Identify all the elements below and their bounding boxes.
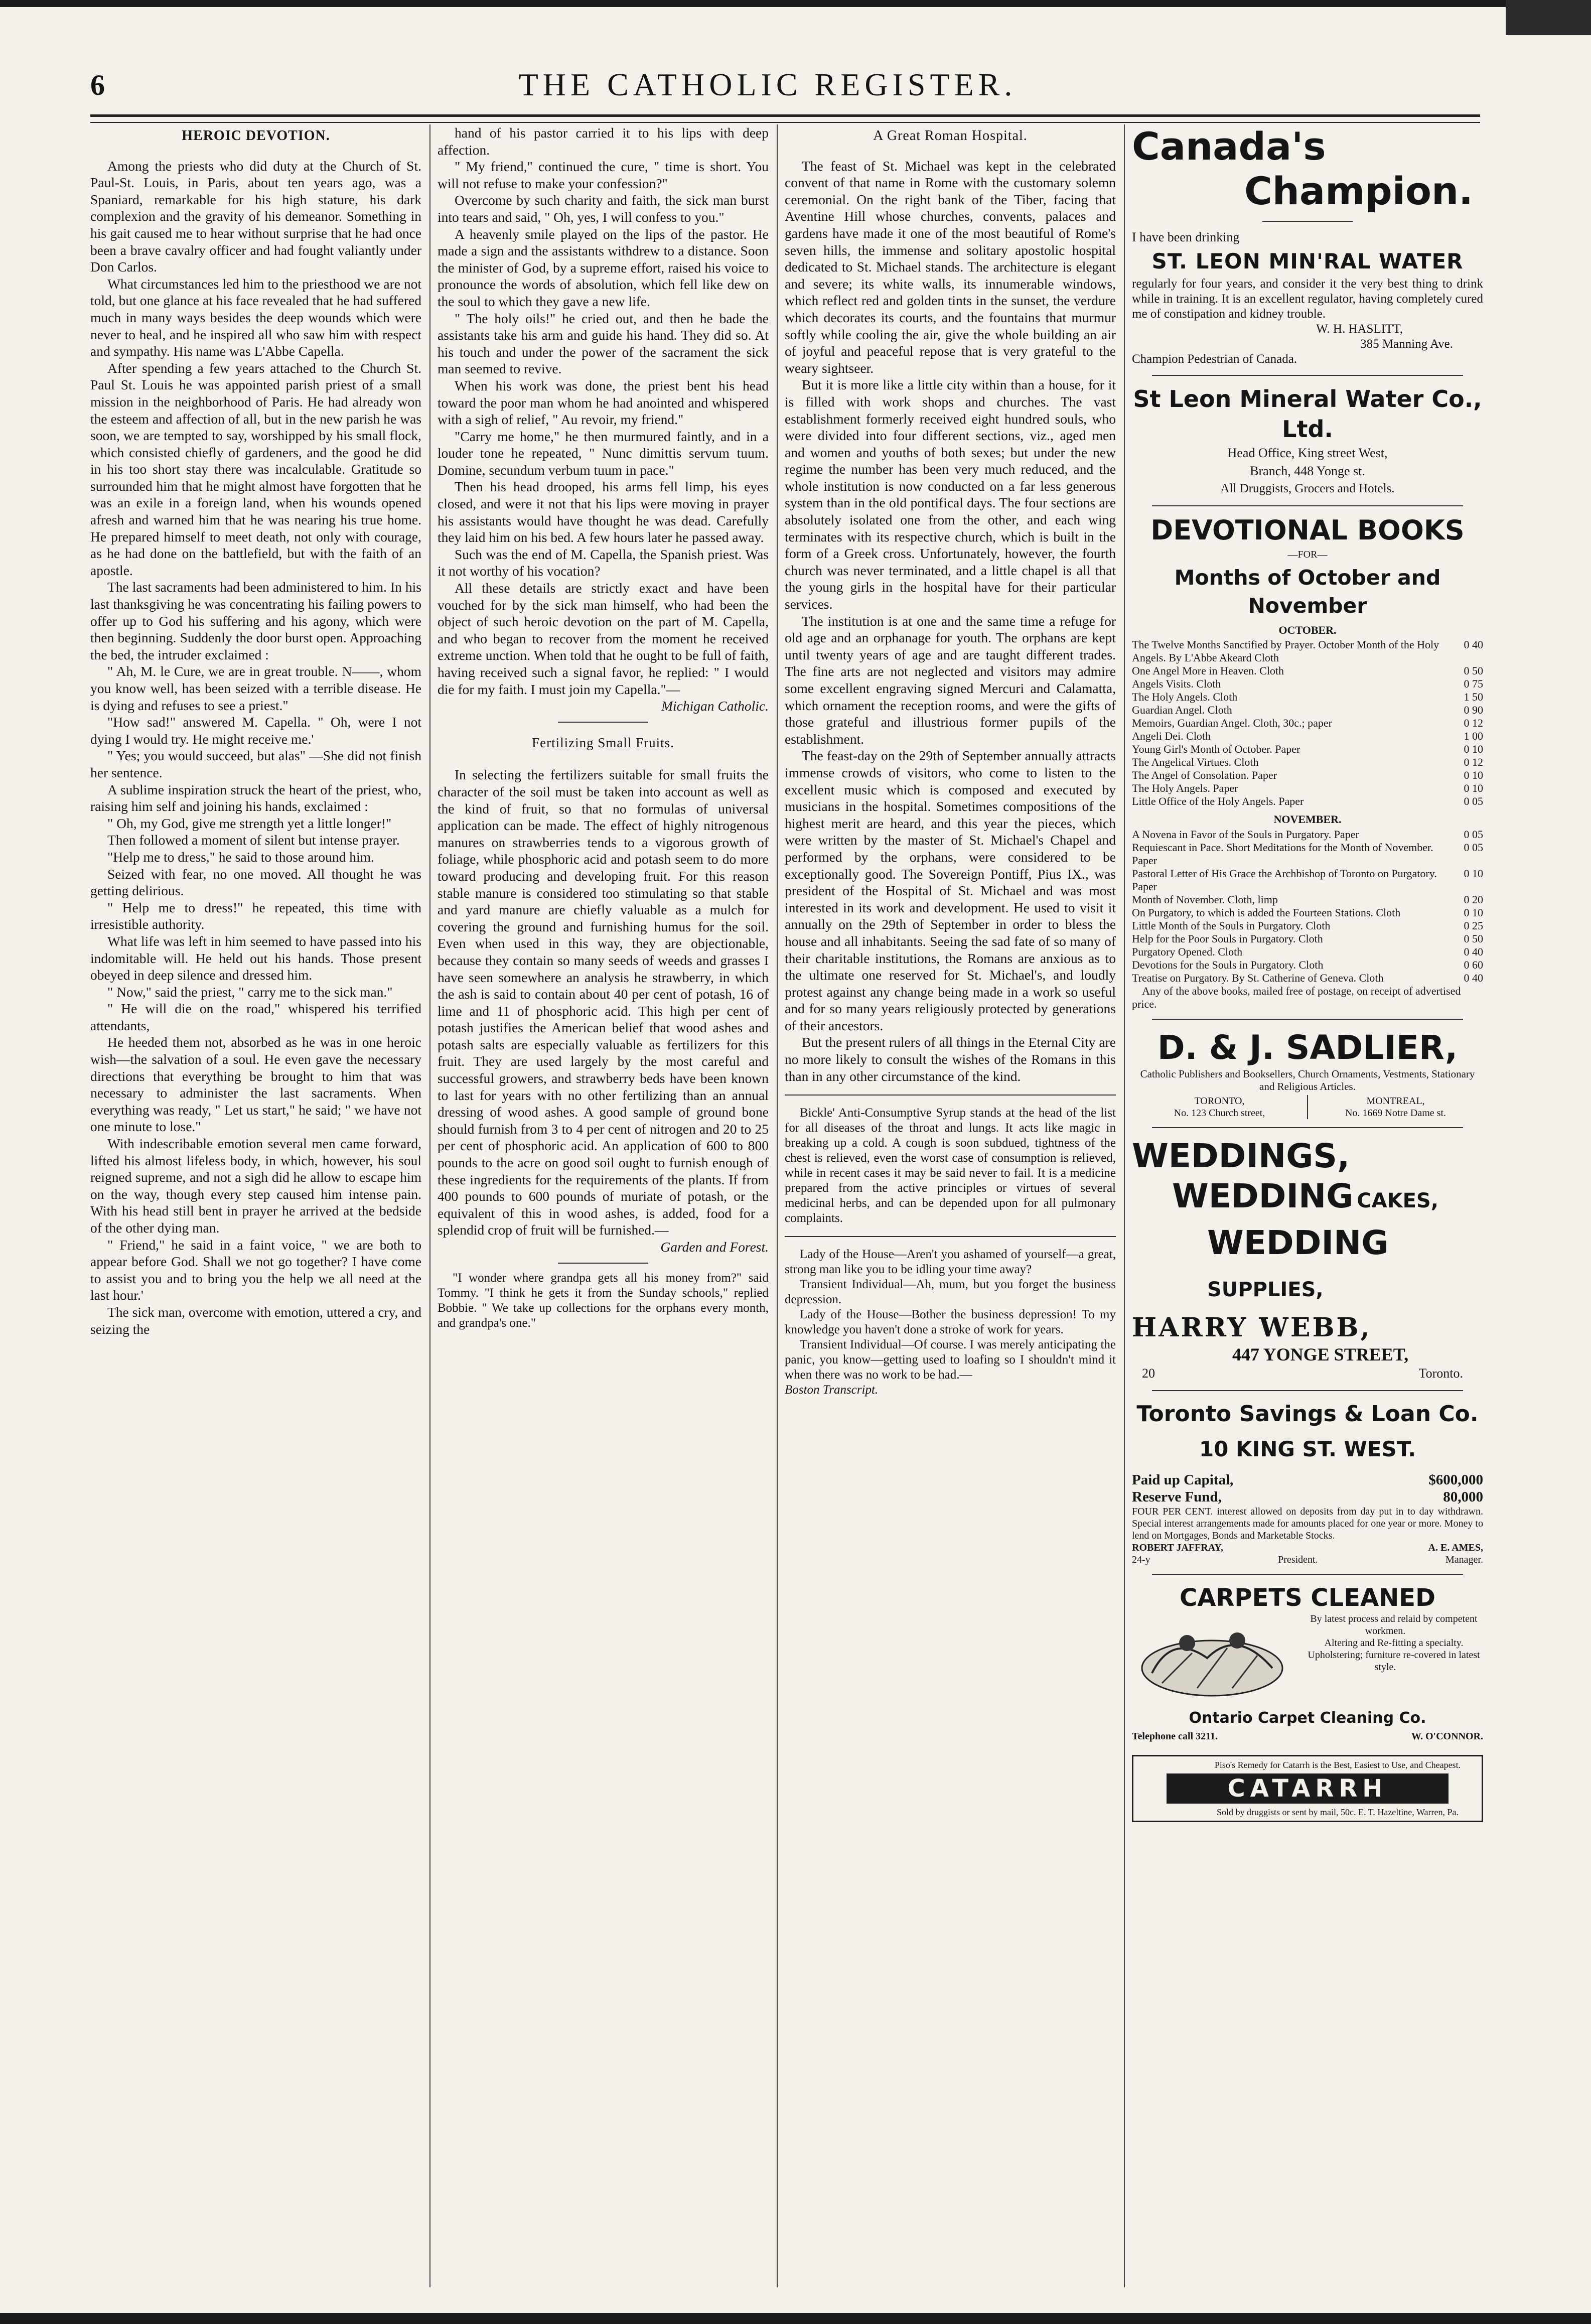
book-price: 0 40 <box>1464 945 1483 958</box>
ad-code: 24-y <box>1132 1554 1150 1565</box>
ad-value: 80,000 <box>1443 1488 1483 1505</box>
book-price: 1 00 <box>1464 730 1483 743</box>
article-source: Michigan Catholic. <box>661 698 769 714</box>
ad-city: MONTREAL, <box>1366 1095 1425 1107</box>
article-paragraph: Such was the end of M. Capella, the Spanish priest. Was it not worthy of his vocation? <box>438 546 769 579</box>
ad-headline: WEDDING <box>1172 1176 1354 1215</box>
article-heading: A Great Roman Hospital. <box>873 128 1028 144</box>
ad-text: Sold by druggists or sent by mail, 50c. E. T. Hazeltine, Warren, Pa. <box>1217 1807 1459 1818</box>
article-heading: Fertilizing Small Fruits. <box>532 735 674 750</box>
ad-person: ROBERT JAFFRAY, <box>1132 1542 1223 1553</box>
page-header <box>70 55 1465 108</box>
book-list-october <box>1132 638 1483 808</box>
book-price: 0 10 <box>1464 743 1483 756</box>
book-title: Help for the Poor Souls in Purgatory. Cloth <box>1132 932 1323 945</box>
ad-headline: CARPETS CLEANED <box>1180 1583 1435 1612</box>
article-paragraph: The feast of St. Michael was kept in the celebrated convent of that name in Rome with the customary solemn ceremonial. On the right bank of the Tiber, facing that Aventine Hill whose churches, convents, palaces and gardens have made it one of the most beautiful of Rome's seven hills, the immense and solitary apostolic hospital dedicated to St. Michael stands. The architecture is elegant and severe; its white walls, its innumerable windows, which reflect red and golden tints in the sunset, the verdure which decorates its courts, and the fountains that murmur softly while cooling the air, give the whole building an air of joyful and peaceful repose that is very grateful to the weary sightseer. <box>785 158 1116 376</box>
ad-role: Manager. <box>1445 1554 1483 1565</box>
ad-signature: W. H. HASLITT, <box>1316 322 1403 336</box>
book-price: 0 75 <box>1464 677 1483 691</box>
ad-address: No. 123 Church street, <box>1174 1107 1265 1119</box>
article-body <box>90 158 421 1338</box>
article-paragraph: " Help me to dress!" he repeated, this time with irresistible authority. <box>90 899 421 932</box>
column-2 <box>438 124 769 2292</box>
article-paragraph: " Friend," he said in a faint voice, " we are both to appear before God. Shall we not go together? I have come to assist you and to bring you the help we all need at the last hour.' <box>90 1237 421 1303</box>
book-entry <box>1132 677 1483 691</box>
article-paragraph: All these details are strictly exact and have been vouched for by the sick man himself, who had been the object of such heroic devotion on the part of M. Capella, and who began to recover from the moment he received extreme unction. When told that he ought to be full of faith, having received such a signal favor, he replied: " I would die for my faith. I must join my Capella."— <box>438 580 769 697</box>
ad-text: Head Office, King street West, <box>1227 446 1388 461</box>
page-number: 6 <box>90 69 105 101</box>
ad-headline: D. & J. SADLIER, <box>1157 1028 1458 1067</box>
article-paragraph: Then his head drooped, his arms fell limp, his eyes closed, and were it not that his lips were moving in prayer his assistants would have thought he was dead. Carefully they laid him on his bed. A few hours later he passed away. <box>438 479 769 545</box>
book-price: 0 10 <box>1464 867 1483 880</box>
article-heading: HEROIC DEVOTION. <box>182 128 330 144</box>
article-body <box>438 124 769 698</box>
ad-toronto-savings <box>1132 1399 1483 1566</box>
newspaper-title: THE CATHOLIC REGISTER. <box>518 67 1017 102</box>
article-paragraph: " Ah, M. le Cure, we are in great trouble. N——, whom you know well, has been seized with a terrible disease. He is dying and refuses to see a priest." <box>90 663 421 713</box>
ad-role: President. <box>1278 1554 1318 1565</box>
article-paragraph: " Yes; you would succeed, but alas" —She did not finish her sentence. <box>90 748 421 780</box>
book-entry <box>1132 828 1483 841</box>
ad-note: Any of the above books, mailed free of postage, on receipt of advertised price. <box>1132 984 1461 1010</box>
ad-product: ST. LEON MIN'RAL WATER <box>1151 248 1464 274</box>
book-title: One Angel More in Heaven. Cloth <box>1132 664 1284 677</box>
ad-text-block <box>1287 1613 1483 1708</box>
ad-value: $600,000 <box>1428 1471 1483 1488</box>
book-price: 0 40 <box>1464 638 1483 651</box>
ad-line: By latest process and relaid by competent workmen. <box>1310 1613 1478 1636</box>
book-title: On Purgatory, to which is added the Fourteen Stations. Cloth <box>1132 906 1401 919</box>
book-price: 0 50 <box>1464 664 1483 677</box>
book-entry <box>1132 867 1483 893</box>
ad-city: TORONTO, <box>1194 1095 1245 1107</box>
ad-person: A. E. AMES, <box>1428 1542 1483 1553</box>
ad-city: Toronto. <box>1418 1365 1463 1381</box>
article-paragraph: In selecting the fertilizers suitable for small fruits the character of the soil must be taken into account as well as the kind of fruit, so that no formulas of universal application can be made. The effect of highly nitrogenous manures on strawberries tends to a vigorous growth of foliage, while phosphoric acid and potash seem to do more toward producing and developing fruit. For this reason stable manure is considered too stimulating so that stable and yard manure are chiefly valuable as a mulch for covering the ground and furnishing humus for the soil. Even when used in this way, they are objectionable, because they contain so many seeds of weeds and grasses I have seen somewhere an analysis he strawberry, in which the ash is said to contain about 40 per cent of potash, 16 of lime and 11 of phosphoric acid. This high per cent of potash justifies the American belief that wood ashes and potash salts are especially valuable as fertilizers for this fruit. They are used largely by the most careful and successful growers, and strawberry beds have been known to last for years with no other fertilizing than an annual dressing of wood ashes. A good sample of ground bone should furnish from 3 to 4 per cent of nitrogen and 20 to 25 per cent of phosphoric acid. An application of 600 to 800 pounds to the acre on good soil ought to furnish enough of these ingredients for the requirements of the plants. If from 400 pounds to 600 pounds of muriate of potash, or the equivalent of this in wood ashes, is added, food for a splendid crop of fruit will be furnished.— <box>438 767 769 1238</box>
book-price: 0 50 <box>1464 932 1483 945</box>
article-source: Garden and Forest. <box>660 1239 769 1255</box>
article-paragraph: " Now," said the priest, " carry me to the sick man." <box>107 984 393 1000</box>
book-title: The Angel of Consolation. Paper <box>1132 769 1277 782</box>
ad-line: Altering and Re-fitting a specialty. <box>1324 1637 1464 1649</box>
ad-label: Reserve Fund, <box>1132 1488 1222 1505</box>
article-paragraph: But the present rulers of all things in the Eternal City are no more likely to consult the wishes of the Romans in this than in any other circumstance of the kind. <box>785 1034 1116 1084</box>
dialogue-line: Lady of the House—Aren't you ashamed of yourself—a great, strong man like you to be idling your time away? <box>785 1248 1116 1277</box>
book-title: Young Girl's Month of October. Paper <box>1132 743 1300 756</box>
article-paragraph: What circumstances led him to the priesthood we are not told, but one glance at his face revealed that he had suffered much in many ways besides the deep wounds which were never to heal, and he inspired all who saw him with respect and sympathy. His name was L'Abbe Capella. <box>90 276 421 359</box>
book-entry <box>1132 756 1483 769</box>
book-title: The Holy Angels. Cloth <box>1132 691 1238 704</box>
separator-rule <box>558 722 648 723</box>
book-price: 0 05 <box>1464 795 1483 808</box>
book-entry <box>1132 638 1483 664</box>
scan-top-edge <box>0 0 1591 7</box>
book-entry <box>1132 972 1483 985</box>
article-paragraph: But it is more like a little city within than a house, for it is filled with work shops and churches. The vast establishment formerly received eight hundred souls, who were divided into four different sections, viz., aged men and women and youths of both sexes; but under the new regime the number has been very much reduced, and the whole institution is now conducted on a far less generous system than in the old pontifical days. The four sections are absolutely isolated one from the other, and each wing terminates with its respective church, which is built in the form of a Greek cross. Unfortunately, however, the fourth church was never terminated, and a little chapel is all that the young girls in the hospital have for their particular services. <box>785 377 1116 612</box>
article-paragraph: " The holy oils!" he cried out, and then he bade the assistants take his arm and guide his hand. They did so. At his touch and under the power of the sacrament the sick man seemed to revive. <box>438 310 769 377</box>
column-advertisements <box>1132 124 1483 2292</box>
article-paragraph: After spending a few years attached to the Church St. Paul St. Louis he was appointed parish priest of a small mission in the neighborhood of Paris. He had already won the esteem and affection of all, but in the new parish he was soon, we are tempted to say, worshipped by his small flock, which consisted chiefly of gardeners, and the good he did in his too short stay there was incalculable. Gratitude so surrounded him that he might almost have forgotten that he was an exile in a foreign land, when his wounds opened afresh and warned him that he was nearing his true home. He prepared himself to meet death, not only with courage, as he had done on the battlefield, but with the faith of an apostle. <box>90 360 421 578</box>
book-entry <box>1132 782 1483 795</box>
book-title: The Twelve Months Sanctified by Prayer. October Month of the Holy Angels. By L'Abbe Akeard Cloth <box>1132 638 1439 664</box>
ad-address: 447 YONGE STREET, <box>1232 1344 1409 1364</box>
book-title: Purgatory Opened. Cloth <box>1132 945 1243 958</box>
book-entry <box>1132 730 1483 743</box>
book-entry <box>1132 959 1483 972</box>
article-paragraph: Overcome by such charity and faith, the sick man burst into tears and said, " Oh, yes, I will confess to you." <box>438 192 769 225</box>
book-price: 0 05 <box>1464 841 1483 854</box>
dialogue-line: Transient Individual—Ah, mum, but you forget the business depression. <box>785 1278 1116 1307</box>
article-paragraph: A heavenly smile played on the lips of the pastor. He made a sign and the assistants withdrew to a distance. Soon the minister of God, by a supreme effort, raised his voice to pronounce the words of absolution, which fell like dew on the soul to which they gave a new life. <box>438 226 769 309</box>
article-paragraph: A sublime inspiration struck the heart of the priest, who, raising him self and joining his hands, exclaimed : <box>90 781 421 814</box>
book-title: Requiescant in Pace. Short Meditations for the Month of November. Paper <box>1132 841 1433 867</box>
book-title: Month of November. Cloth, limp <box>1132 893 1278 906</box>
column-divider <box>1124 124 1125 2287</box>
article-paragraph: Then followed a moment of silent but intense prayer. <box>107 832 400 848</box>
book-entry <box>1132 919 1483 932</box>
ad-text: —FOR— <box>1287 549 1328 561</box>
dialogue-item <box>785 1247 1116 1383</box>
book-price: 0 10 <box>1464 906 1483 919</box>
ad-address: No. 1669 Notre Dame st. <box>1345 1107 1447 1119</box>
column-divider <box>429 124 430 2287</box>
ad-signature: Champion Pedestrian of Canada. <box>1132 352 1297 366</box>
book-price: 0 60 <box>1464 958 1483 971</box>
separator-rule <box>558 1263 648 1264</box>
article-paragraph: " My friend," continued the cure, " time is short. You will not refuse to make your confession?" <box>438 159 769 191</box>
scan-corner-mark <box>1506 0 1591 35</box>
ad-subheadline: Months of October and November <box>1174 565 1441 618</box>
book-price: 1 50 <box>1464 691 1483 704</box>
article-paragraph: The feast-day on the 29th of September annually attracts immense crowds of visitors, who come to listen to the excellent music which is composed and executed by musicians in the hospital. Sometimes compositions of the highest merit are heard, and this year the pieces, which were written by the master of St. Michael's Chapel and performed by the orphans, were considered to be exceptionally good. The Sovereign Pontiff, Pius IX., was president of the Hospital of St. Michael and was most interested in its work and development. He used to visit it annually on the 29th of September in order to bless the house and all inhabitants. Seeing the sad fate of so many of their charitable institutions, the Romans are anxious as to the ultimate one reserved for St. Michael's, and loudly protest against any change being made in a work so useful and for so many years religiously protected by generations of their ancestors. <box>785 748 1116 1033</box>
ad-st-leon-company <box>1132 384 1483 497</box>
ad-headline: DEVOTIONAL BOOKS <box>1150 514 1465 546</box>
article-paragraph: "How sad!" answered M. Capella. " Oh, were I not dying I would try. He might receive me.' <box>90 714 421 747</box>
ad-headline: WEDDINGS, <box>1132 1136 1350 1175</box>
ad-text: Piso's Remedy for Catarrh is the Best, Easiest to Use, and Cheapest. <box>1214 1760 1461 1770</box>
book-title: Angels Visits. Cloth <box>1132 677 1221 691</box>
book-title: Guardian Angel. Cloth <box>1132 704 1232 717</box>
ad-business-name: HARRY WEBB, <box>1132 1312 1372 1343</box>
ad-address: 10 KING ST. WEST. <box>1199 1436 1416 1461</box>
ad-person: W. O'CONNOR. <box>1411 1730 1483 1742</box>
ad-headline: CAKES, <box>1357 1189 1438 1212</box>
book-price: 0 05 <box>1464 828 1483 841</box>
ad-devotional-books <box>1132 514 1483 1011</box>
book-entry <box>1132 906 1483 919</box>
book-title: Angeli Dei. Cloth <box>1132 730 1211 743</box>
separator-rule <box>1152 1127 1463 1128</box>
book-title: Little Month of the Souls in Purgatory. Cloth <box>1132 919 1331 932</box>
ad-headline: St Leon Mineral Water Co., Ltd. <box>1133 385 1482 443</box>
ad-word: CATARRH <box>1167 1773 1449 1804</box>
book-title: Memoirs, Guardian Angel. Cloth, 30c.; paper <box>1132 717 1332 730</box>
separator-rule <box>1152 375 1463 376</box>
ad-phone: Telephone call 3211. <box>1132 1730 1218 1742</box>
article-paragraph: Seized with fear, no one moved. All thought he was getting delirious. <box>90 866 421 899</box>
ad-headline: WEDDING <box>1207 1223 1389 1262</box>
separator-rule <box>1152 1019 1463 1020</box>
separator-rule <box>1152 1390 1463 1391</box>
article-paragraph: Among the priests who did duty at the Church of St. Paul-St. Louis, in Paris, about ten years ago, was a Spaniard, remarkable for his high stature, his dark complexion and the gravity of his demeanor. Something in his gait caused me to hear without surprise that he had once been a brave cavalry officer and had fought valiantly under Don Carlos. <box>90 158 421 275</box>
ad-text: All Druggists, Grocers and Hotels. <box>1220 482 1395 496</box>
notice-text: Bickle' Anti-Consumptive Syrup stands at the head of the list for all diseases of the throat and lungs. It acts like magic in breaking up a cold. A cough is soon subdued, tightness of the chest is relieved, even the worst case of consumption is relieved, while in recent cases it may be said never to fail. It is a medicine prepared from the active principles or virtues of several medicinal herbs, and can be depended upon for all pulmonary complaints. <box>785 1106 1116 1225</box>
joke-text: "I wonder where grandpa gets all his money from?" said Tommy. "I think he gets it from the Sunday schools," replied Bobbie. " We take up collections for the orphans every month, and grandpa's one." <box>438 1271 769 1330</box>
book-price: 0 10 <box>1464 769 1483 782</box>
book-title: Pastoral Letter of His Grace the Archbishop of Toronto on Purgatory. Paper <box>1132 867 1437 893</box>
ad-headline: SUPPLIES, <box>1207 1278 1324 1301</box>
ad-headline: Toronto Savings & Loan Co. <box>1136 1401 1479 1427</box>
ad-headline: Canada's <box>1132 124 1326 169</box>
book-entry <box>1132 795 1483 808</box>
book-price: 0 20 <box>1464 893 1483 906</box>
column-3 <box>785 124 1116 2292</box>
section-label: NOVEMBER. <box>1273 813 1342 826</box>
ad-carpets <box>1132 1583 1483 1745</box>
book-entry <box>1132 664 1483 677</box>
book-price: 0 40 <box>1464 971 1483 984</box>
article-paragraph: "Carry me home," he then murmured faintly, and in a louder tone he repeated, " Nunc dimittis servum tuum. Domine, secundum verbum tuum in pace." <box>438 428 769 478</box>
article-paragraph: When his work was done, the priest bent his head toward the poor man whom he had anointed and whispered with a sigh of relief, " Au revoir, my friend." <box>438 377 769 428</box>
book-entry <box>1132 945 1483 959</box>
book-price: 0 12 <box>1464 717 1483 730</box>
book-entry <box>1132 893 1483 906</box>
book-title: A Novena in Favor of the Souls in Purgatory. Paper <box>1132 828 1359 841</box>
article-paragraph: The last sacraments had been administered to him. In his last thanksgiving he was concentrating his failing powers to offer up to God his suffering and his agony, which were then beginning. Suddenly the door burst open. Approaching the bed, the intruder exclaimed : <box>90 579 421 662</box>
header-rule <box>90 114 1480 123</box>
book-entry <box>1132 841 1483 867</box>
column-1 <box>90 124 421 2292</box>
scan-bottom-edge <box>0 2313 1591 2324</box>
column-divider <box>777 124 778 2287</box>
separator-rule <box>1152 1574 1463 1575</box>
article-paragraph: " Oh, my God, give me strength yet a little longer!" <box>107 815 392 831</box>
book-entry <box>1132 704 1483 717</box>
section-label: OCTOBER. <box>1278 623 1337 636</box>
article-paragraph: He heeded them not, absorbed as he was in one heroic wish—the salvation of a soul. He even gave the necessary directions that everything be brought to him that was necessary to administer the last sacraments. When everything was ready, " Let us start," he said; " we have not one minute to lose." <box>90 1034 421 1135</box>
ad-text: FOUR PER CENT. interest allowed on deposits from day put in to day withdrawn. Special interest arrangements made for amounts placed for one year or more. Money to lend on Mortgages, Bonds and Marketable Stocks. <box>1132 1506 1483 1541</box>
book-title: Little Office of the Holy Angels. Paper <box>1132 795 1304 808</box>
ad-signature: 385 Manning Ave. <box>1360 337 1453 351</box>
ad-st-leon-testimonial <box>1132 124 1483 367</box>
article-paragraph: hand of his pastor carried it to his lips with deep affection. <box>438 125 769 158</box>
article-body <box>785 158 1116 1085</box>
article-body <box>438 766 769 1239</box>
article-paragraph: " He will die on the road," whispered his terrified attendants, <box>90 1001 421 1033</box>
book-price: 0 25 <box>1464 919 1483 932</box>
article-paragraph: What life was left in him seemed to have passed into his indomitable will. He held out his hands. Those present obeyed in deep silence and dressed him. <box>90 933 421 983</box>
book-title: Devotions for the Souls in Purgatory. Cloth <box>1132 958 1324 971</box>
book-entry <box>1132 932 1483 945</box>
book-price: 0 12 <box>1464 756 1483 769</box>
book-price: 0 90 <box>1464 704 1483 717</box>
dialogue-line: Lady of the House—Bother the business depression! To my knowledge you haven't done a stroke of work for years. <box>785 1308 1116 1337</box>
dialogue-line: Transient Individual—Of course. I was merely anticipating the panic, you know—getting used to loafing so I shouldn't mind it when there was no work to be had.— <box>785 1338 1116 1382</box>
ad-text: regularly for four years, and consider it the very best thing to drink while in training. It is an excellent regulator, having completely cured me of constipation and kidney trouble. <box>1132 277 1483 321</box>
book-entry <box>1132 769 1483 782</box>
book-title: The Holy Angels. Paper <box>1132 782 1238 795</box>
book-title: Treatise on Purgatory. By St. Catherine of Geneva. Cloth <box>1132 971 1384 984</box>
ad-text: I have been drinking <box>1132 230 1240 244</box>
separator-rule <box>1152 505 1463 506</box>
article-paragraph: With indescribable emotion several men came forward, lifted his almost lifeless body, in which, however, his soul reigned supreme, and not a sigh did he allow to escape him on the way, though every step caused him intense pain. With his head still bent in prayer he arrived at the bedside of the other dying man. <box>90 1136 421 1236</box>
book-title: The Angelical Virtues. Cloth <box>1132 756 1259 769</box>
separator-rule <box>1262 221 1353 222</box>
article-paragraph: The institution is at one and the same time a refuge for old age and an orphanage for youth. The orphans are kept until twenty years of age and are taught different trades. The fine arts are not neglected and visitors may admire some excellent engraving signed Mercuri and Calamatta, which ornament the reception rooms, and were the gifts of those grateful and illustrious former pupils of the establishment. <box>785 613 1116 747</box>
ad-business-name: Ontario Carpet Cleaning Co. <box>1189 1709 1426 1727</box>
joke-item <box>438 1271 769 1331</box>
ad-sadlier <box>1132 1028 1483 1119</box>
ad-catarrh <box>1132 1755 1483 1822</box>
notice-item <box>785 1106 1116 1226</box>
book-entry <box>1132 691 1483 704</box>
book-list-november <box>1132 828 1483 985</box>
book-price: 0 10 <box>1464 782 1483 795</box>
ad-line: Upholstering; furniture re-covered in latest style. <box>1308 1649 1480 1673</box>
book-entry <box>1132 743 1483 756</box>
separator-rule <box>785 1236 1116 1237</box>
article-paragraph: "Help me to dress," he said to those around him. <box>107 849 374 865</box>
ad-headline: Champion. <box>1244 169 1473 213</box>
book-entry <box>1132 717 1483 730</box>
ad-text: Catholic Publishers and Booksellers, Church Ornaments, Vestments, Stationary and Religious Articles. <box>1140 1067 1475 1092</box>
separator-rule <box>785 1095 1116 1096</box>
ad-label: Paid up Capital, <box>1132 1471 1234 1488</box>
dialogue-source: Boston Transcript. <box>785 1383 879 1397</box>
article-paragraph: The sick man, overcome with emotion, uttered a cry, and seizing the <box>90 1304 421 1337</box>
carpet-illustration <box>1132 1613 1287 1708</box>
ad-text: Branch, 448 Yonge st. <box>1250 464 1365 479</box>
ad-weddings <box>1132 1136 1483 1382</box>
ad-code: 20 <box>1142 1365 1155 1381</box>
